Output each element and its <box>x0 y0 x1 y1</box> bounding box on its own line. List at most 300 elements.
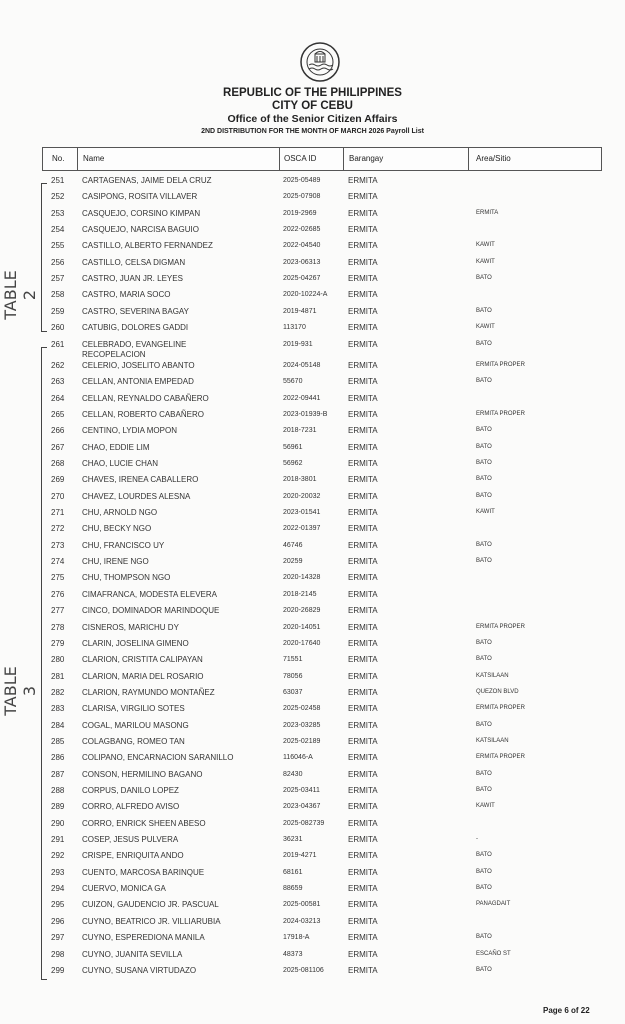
row-number: 260 <box>51 323 65 333</box>
row-number: 279 <box>51 638 65 648</box>
row-number: 266 <box>51 426 65 436</box>
row-name: CORPUS, DANILO LOPEZ <box>82 786 179 795</box>
row-barangay: ERMITA <box>348 720 378 730</box>
row-osca-id: 2025-081106 <box>283 966 324 974</box>
row-area-sitio: BATO <box>476 443 492 450</box>
row-barangay: ERMITA <box>348 540 378 550</box>
row-barangay: ERMITA <box>348 687 378 697</box>
row-area-sitio: KATSILAAN <box>476 737 509 744</box>
row-osca-id: 2019-4271 <box>283 852 317 860</box>
row-barangay: ERMITA <box>348 671 378 681</box>
row-area-sitio: ERMITA PROPER <box>476 754 525 761</box>
row-osca-id: 2018-7231 <box>283 427 317 435</box>
row-barangay: ERMITA <box>348 192 378 202</box>
table-row <box>0 274 625 290</box>
row-area-sitio: BATO <box>476 378 492 385</box>
row-area-sitio: BATO <box>476 460 492 466</box>
row-area-sitio: KAWIT <box>476 509 495 516</box>
row-name: CUYNO, SUSANA VIRTUDAZO <box>82 965 197 975</box>
row-area-sitio: KAWIT <box>476 242 495 249</box>
row-barangay: ERMITA <box>348 802 378 812</box>
row-osca-id: 2025-02189 <box>283 737 321 745</box>
row-name: CASQUEJO, CORSINO KIMPAN <box>82 208 201 218</box>
row-area-sitio: KATSILAAN <box>476 672 509 679</box>
row-osca-id: 2020-14328 <box>283 574 321 582</box>
row-name: CHU, FRANCISCO UY <box>82 540 165 550</box>
row-area-sitio: KAWIT <box>476 324 495 331</box>
row-osca-id: 2020-17640 <box>283 639 321 647</box>
row-number: 294 <box>51 884 65 894</box>
row-number: 299 <box>51 965 65 975</box>
row-area-sitio: BATO <box>476 307 492 314</box>
row-number: 278 <box>51 622 65 632</box>
row-barangay: ERMITA <box>348 704 378 714</box>
row-name: CASTILLO, ALBERTO FERNANDEZ <box>82 241 213 251</box>
table-3-bracket <box>41 347 42 979</box>
row-area-sitio: ESCAÑO ST <box>476 950 511 957</box>
row-barangay: ERMITA <box>348 753 378 763</box>
row-area-sitio: KAWIT <box>476 258 495 265</box>
row-barangay: ERMITA <box>348 459 378 468</box>
row-barangay: ERMITA <box>348 377 378 387</box>
row-name-line2: RECOPELACION <box>82 349 146 359</box>
table-row <box>0 868 625 884</box>
row-name: CELLAN, REYNALDO CABAÑERO <box>82 393 209 403</box>
row-name: CHAVES, IRENEA CABALLERO <box>82 475 199 485</box>
table-row <box>0 492 625 508</box>
row-area-sitio: BATO <box>476 340 492 347</box>
row-barangay: ERMITA <box>348 475 378 485</box>
table-row <box>0 176 625 192</box>
row-osca-id: 2022-02685 <box>283 226 321 234</box>
row-barangay: ERMITA <box>348 736 378 746</box>
row-number: 285 <box>51 736 65 746</box>
row-barangay: ERMITA <box>348 524 378 534</box>
table-row <box>0 672 625 688</box>
row-name: COLAGBANG, ROMEO TAN <box>82 736 185 746</box>
row-name: CASTILLO, CELSA DIGMAN <box>82 257 186 267</box>
row-barangay: ERMITA <box>348 491 378 501</box>
row-osca-id: 17918-A <box>283 934 310 942</box>
row-barangay: ERMITA <box>348 933 378 943</box>
row-name: CUYNO, JUANITA SEVILLA <box>82 949 183 959</box>
row-barangay: ERMITA <box>348 442 378 452</box>
row-number: 280 <box>51 655 65 665</box>
row-osca-id: 2023-01939-B <box>283 410 328 418</box>
table-row <box>0 753 625 769</box>
row-osca-id: 36231 <box>283 836 303 844</box>
row-osca-id: 2025-02458 <box>283 705 321 713</box>
table-row <box>0 541 625 557</box>
row-barangay: ERMITA <box>348 884 378 894</box>
table-row <box>0 475 625 491</box>
row-osca-id: 2025-04267 <box>283 275 321 283</box>
table-row <box>0 209 625 225</box>
row-number: 288 <box>51 786 65 795</box>
row-osca-id: 2024-05148 <box>283 361 321 369</box>
row-barangay: ERMITA <box>348 557 378 567</box>
row-osca-id: 2025-00581 <box>283 901 321 909</box>
row-number: 253 <box>51 208 65 218</box>
row-osca-id: 48373 <box>283 950 303 958</box>
row-number: 256 <box>51 257 65 267</box>
table-row <box>0 377 625 393</box>
row-name: COSEP, JESUS PULVERA <box>82 835 179 845</box>
row-name: CHAO, LUCIE CHAN <box>82 459 159 468</box>
row-number: 291 <box>51 835 65 845</box>
row-number: 271 <box>51 508 65 518</box>
row-osca-id: 2018-2145 <box>283 590 317 598</box>
row-name: CORRO, ENRICK SHEEN ABESO <box>82 818 206 828</box>
row-area-sitio: BATO <box>476 492 492 499</box>
row-number: 286 <box>51 753 65 763</box>
row-area-sitio: BATO <box>476 966 492 973</box>
row-barangay: ERMITA <box>348 426 378 436</box>
header-city: CITY OF CEBU <box>272 100 353 112</box>
row-osca-id: 46746 <box>283 541 303 549</box>
row-name: CATUBIG, DOLORES GADDI <box>82 323 189 333</box>
row-name: CIMAFRANCA, MODESTA ELEVERA <box>82 589 217 599</box>
row-barangay: ERMITA <box>348 606 378 616</box>
row-osca-id: 2022-01397 <box>283 525 321 533</box>
row-name <box>82 340 186 360</box>
row-osca-id: 2025-05489 <box>283 177 321 184</box>
row-number: 292 <box>51 851 65 861</box>
row-barangay: ERMITA <box>348 965 378 975</box>
table-row <box>0 770 625 786</box>
row-osca-id: 2022-04540 <box>283 242 321 250</box>
row-name: CHU, BECKY NGO <box>82 524 152 534</box>
row-barangay: ERMITA <box>348 851 378 861</box>
row-number: 282 <box>51 687 65 697</box>
row-area-sitio: BATO <box>476 868 492 875</box>
row-osca-id: 2018-3801 <box>283 476 317 484</box>
row-barangay: ERMITA <box>348 257 378 267</box>
row-number: 251 <box>51 176 65 185</box>
row-number: 263 <box>51 377 65 387</box>
row-barangay: ERMITA <box>348 867 378 877</box>
row-name: CUYNO, BEATRICO JR. VILLIARUBIA <box>82 916 221 926</box>
table-row <box>0 802 625 818</box>
column-header-osca-id: OSCA ID <box>284 154 317 163</box>
table-row <box>0 737 625 753</box>
row-number: 276 <box>51 589 65 599</box>
table-row <box>0 192 625 208</box>
row-name: CELERIO, JOSELITO ABANTO <box>82 360 195 370</box>
row-area-sitio: BATO <box>476 656 492 663</box>
table-row <box>0 590 625 606</box>
row-number: 254 <box>51 225 65 235</box>
row-barangay: ERMITA <box>348 409 378 419</box>
row-name: CASTRO, SEVERINA BAGAY <box>82 306 189 316</box>
table-row <box>0 900 625 916</box>
row-number: 252 <box>51 192 65 202</box>
row-name: CASTRO, JUAN JR. LEYES <box>82 274 183 284</box>
table-row <box>0 524 625 540</box>
table-row <box>0 339 625 359</box>
table-row <box>0 721 625 737</box>
row-number: 290 <box>51 818 65 828</box>
column-header-barangay: Barangay <box>349 154 384 163</box>
row-name: CLARION, RAYMUNDO MONTAÑEZ <box>82 687 215 697</box>
row-name: CENTINO, LYDIA MOPON <box>82 426 177 436</box>
row-barangay: ERMITA <box>348 176 378 185</box>
row-osca-id: 2024-03213 <box>283 917 321 925</box>
row-osca-id: 68161 <box>283 868 303 876</box>
row-number: 293 <box>51 867 65 877</box>
row-number: 262 <box>51 360 65 370</box>
row-area-sitio: PANAGDAIT <box>476 901 511 908</box>
row-osca-id: 63037 <box>283 688 303 696</box>
row-osca-id: 55670 <box>283 378 303 386</box>
row-barangay: ERMITA <box>348 306 378 316</box>
row-name: CISNEROS, MARICHU DY <box>82 622 179 632</box>
row-barangay: ERMITA <box>348 339 378 349</box>
row-name: CUERVO, MONICA GA <box>82 884 166 894</box>
row-osca-id: 82430 <box>283 770 303 778</box>
row-name: CHAO, EDDIE LIM <box>82 442 150 452</box>
table-row <box>0 394 625 410</box>
row-name-line1: CELEBRADO, EVANGELINE <box>82 339 187 349</box>
table-row <box>0 704 625 720</box>
row-number: 269 <box>51 475 65 485</box>
table-row <box>0 606 625 622</box>
row-name: CHU, IRENE NGO <box>82 557 149 567</box>
row-name: CARTAGENAS, JAIME DELA CRUZ <box>82 176 212 185</box>
table-row <box>0 307 625 323</box>
row-area-sitio: BATO <box>476 787 492 793</box>
row-area-sitio: BATO <box>476 721 492 728</box>
row-name: CORRO, ALFREDO AVISO <box>82 802 180 812</box>
table-row <box>0 819 625 835</box>
table-2-bracket <box>41 183 42 331</box>
handwritten-table-3-note: TABLE 3 <box>1 666 39 716</box>
row-barangay: ERMITA <box>348 573 378 583</box>
row-number: 287 <box>51 769 65 779</box>
table-row <box>0 290 625 306</box>
row-area-sitio: BATO <box>476 275 492 282</box>
row-name: CLARISA, VIRGILIO SOTES <box>82 704 185 714</box>
row-osca-id: 2025-07908 <box>283 193 321 201</box>
row-number: 261 <box>51 339 65 349</box>
table-row <box>0 557 625 573</box>
column-header-name: Name <box>83 154 105 163</box>
row-number: 289 <box>51 802 65 812</box>
row-osca-id: 2022-09441 <box>283 394 321 402</box>
row-number: 281 <box>51 671 65 681</box>
row-number: 258 <box>51 290 65 300</box>
row-name: CLARION, MARIA DEL ROSARIO <box>82 671 204 681</box>
row-name: CHU, THOMPSON NGO <box>82 573 171 583</box>
table-row <box>0 410 625 426</box>
row-osca-id: 71551 <box>283 656 303 664</box>
row-number: 257 <box>51 274 65 284</box>
table-header <box>42 147 602 171</box>
row-osca-id: 2019-2969 <box>283 209 317 217</box>
row-osca-id: 78056 <box>283 672 303 680</box>
row-osca-id: 2019-4871 <box>283 307 317 315</box>
row-osca-id: 2023-06313 <box>283 258 321 266</box>
row-number: 298 <box>51 949 65 959</box>
handwritten-table-2-note: TABLE 2 <box>1 270 39 320</box>
row-area-sitio: BATO <box>476 934 492 941</box>
table-row <box>0 258 625 274</box>
row-number: 284 <box>51 720 65 730</box>
row-area-sitio: BATO <box>476 639 492 646</box>
row-name: CASIPONG, ROSITA VILLAVER <box>82 192 198 202</box>
row-barangay: ERMITA <box>348 589 378 599</box>
row-name: CASQUEJO, NARCISA BAGUIO <box>82 225 199 235</box>
header-distribution: 2ND DISTRIBUTION FOR THE MONTH OF MARCH 2026 Payroll List <box>201 128 424 135</box>
row-number: 295 <box>51 900 65 910</box>
row-number: 272 <box>51 524 65 534</box>
row-name: CHU, ARNOLD NGO <box>82 508 158 518</box>
row-number: 274 <box>51 557 65 567</box>
row-area-sitio: ERMITA PROPER <box>476 361 525 368</box>
table-row <box>0 688 625 704</box>
row-area-sitio: - <box>476 836 478 843</box>
row-barangay: ERMITA <box>348 323 378 333</box>
row-number: 275 <box>51 573 65 583</box>
row-name: CLARIN, JOSELINA GIMENO <box>82 638 189 648</box>
table-row <box>0 655 625 671</box>
row-barangay: ERMITA <box>348 360 378 370</box>
row-area-sitio: QUEZON BLVD <box>476 688 519 695</box>
table-row <box>0 426 625 442</box>
table-row <box>0 835 625 851</box>
row-barangay: ERMITA <box>348 949 378 959</box>
row-number: 267 <box>51 442 65 452</box>
row-osca-id: 2025-082739 <box>283 819 325 827</box>
row-name: CUIZON, GAUDENCIO JR. PASCUAL <box>82 900 219 910</box>
row-name: CUENTO, MARCOSA BARINQUE <box>82 867 205 877</box>
row-osca-id: 2020-20032 <box>283 492 321 500</box>
row-barangay: ERMITA <box>348 835 378 845</box>
row-barangay: ERMITA <box>348 916 378 926</box>
row-name: CELLAN, ANTONIA EMPEDAD <box>82 377 194 387</box>
row-area-sitio: BATO <box>476 885 492 892</box>
row-osca-id: 56962 <box>283 460 303 467</box>
table-row <box>0 950 625 966</box>
row-osca-id: 2019-931 <box>283 340 313 348</box>
row-name: CINCO, DOMINADOR MARINDOQUE <box>82 606 220 616</box>
row-area-sitio: ERMITA PROPER <box>476 705 525 712</box>
row-osca-id: 2020-14051 <box>283 623 321 631</box>
row-barangay: ERMITA <box>348 208 378 218</box>
table-row <box>0 573 625 589</box>
row-barangay: ERMITA <box>348 786 378 795</box>
row-area-sitio: BATO <box>476 558 492 565</box>
row-barangay: ERMITA <box>348 818 378 828</box>
row-number: 255 <box>51 241 65 251</box>
row-area-sitio: BATO <box>476 770 492 777</box>
row-area-sitio: ERMITA <box>476 209 499 216</box>
row-name: CLARION, CRISTITA CALIPAYAN <box>82 655 203 665</box>
table-row <box>0 241 625 257</box>
row-area-sitio: ERMITA PROPER <box>476 410 525 417</box>
row-barangay: ERMITA <box>348 900 378 910</box>
row-osca-id: 56961 <box>283 443 303 451</box>
row-number: 270 <box>51 491 65 501</box>
row-number: 268 <box>51 459 65 468</box>
row-number: 259 <box>51 306 65 316</box>
row-barangay: ERMITA <box>348 769 378 779</box>
row-name: CRISPE, ENRIQUITA ANDO <box>82 851 184 861</box>
row-barangay: ERMITA <box>348 622 378 632</box>
row-number: 277 <box>51 606 65 616</box>
row-name: COLIPANO, ENCARNACION SARANILLO <box>82 753 234 763</box>
row-name: COGAL, MARILOU MASONG <box>82 720 189 730</box>
row-area-sitio: BATO <box>476 852 492 859</box>
row-name: CELLAN, ROBERTO CABAÑERO <box>82 409 204 419</box>
row-osca-id: 116046-A <box>283 754 313 762</box>
table-row <box>0 459 625 475</box>
row-osca-id: 113170 <box>283 324 306 332</box>
row-name: CASTRO, MARIA SOCO <box>82 290 171 300</box>
row-osca-id: 2023-01541 <box>283 509 321 517</box>
row-osca-id: 88659 <box>283 885 303 893</box>
table-row <box>0 933 625 949</box>
table-row <box>0 361 625 377</box>
table-row <box>0 443 625 459</box>
table-row <box>0 225 625 241</box>
row-osca-id: 2020-26829 <box>283 607 321 615</box>
table-row <box>0 623 625 639</box>
row-number: 265 <box>51 409 65 419</box>
row-barangay: ERMITA <box>348 508 378 518</box>
column-header-area-sitio: Area/Sitio <box>476 154 511 163</box>
row-number: 296 <box>51 916 65 926</box>
row-barangay: ERMITA <box>348 225 378 235</box>
row-osca-id: 2023-04367 <box>283 803 321 811</box>
table-row <box>0 917 625 933</box>
row-barangay: ERMITA <box>348 274 378 284</box>
table-row <box>0 323 625 339</box>
row-barangay: ERMITA <box>348 638 378 648</box>
row-area-sitio: KAWIT <box>476 803 495 810</box>
row-number: 283 <box>51 704 65 714</box>
row-number: 297 <box>51 933 65 943</box>
table-row <box>0 786 625 802</box>
table-row <box>0 966 625 982</box>
row-barangay: ERMITA <box>348 655 378 665</box>
table-row <box>0 639 625 655</box>
row-osca-id: 20259 <box>283 558 303 566</box>
row-number: 264 <box>51 393 65 403</box>
row-barangay: ERMITA <box>348 393 378 403</box>
row-area-sitio: BATO <box>476 541 492 548</box>
row-barangay: ERMITA <box>348 290 378 300</box>
row-area-sitio: BATO <box>476 476 492 483</box>
row-osca-id: 2025-03411 <box>283 787 320 794</box>
row-barangay: ERMITA <box>348 241 378 251</box>
row-name: CONSON, HERMILINO BAGANO <box>82 769 203 779</box>
header-republic: REPUBLIC OF THE PHILIPPINES <box>223 87 402 99</box>
row-number: 273 <box>51 540 65 550</box>
row-name: CHAVEZ, LOURDES ALESNA <box>82 491 191 501</box>
row-osca-id: 2020-10224-A <box>283 291 328 299</box>
header-office: Office of the Senior Citizen Affairs <box>227 113 398 125</box>
page-number: Page 6 of 22 <box>543 1006 590 1015</box>
row-osca-id: 2023-03285 <box>283 721 321 729</box>
table-row <box>0 884 625 900</box>
row-area-sitio: ERMITA PROPER <box>476 623 525 630</box>
row-area-sitio: BATO <box>476 427 492 434</box>
column-header-no: No. <box>52 154 65 163</box>
table-row <box>0 508 625 524</box>
official-seal-logo <box>300 42 340 82</box>
row-name: CUYNO, ESPEREDIONA MANILA <box>82 933 205 943</box>
